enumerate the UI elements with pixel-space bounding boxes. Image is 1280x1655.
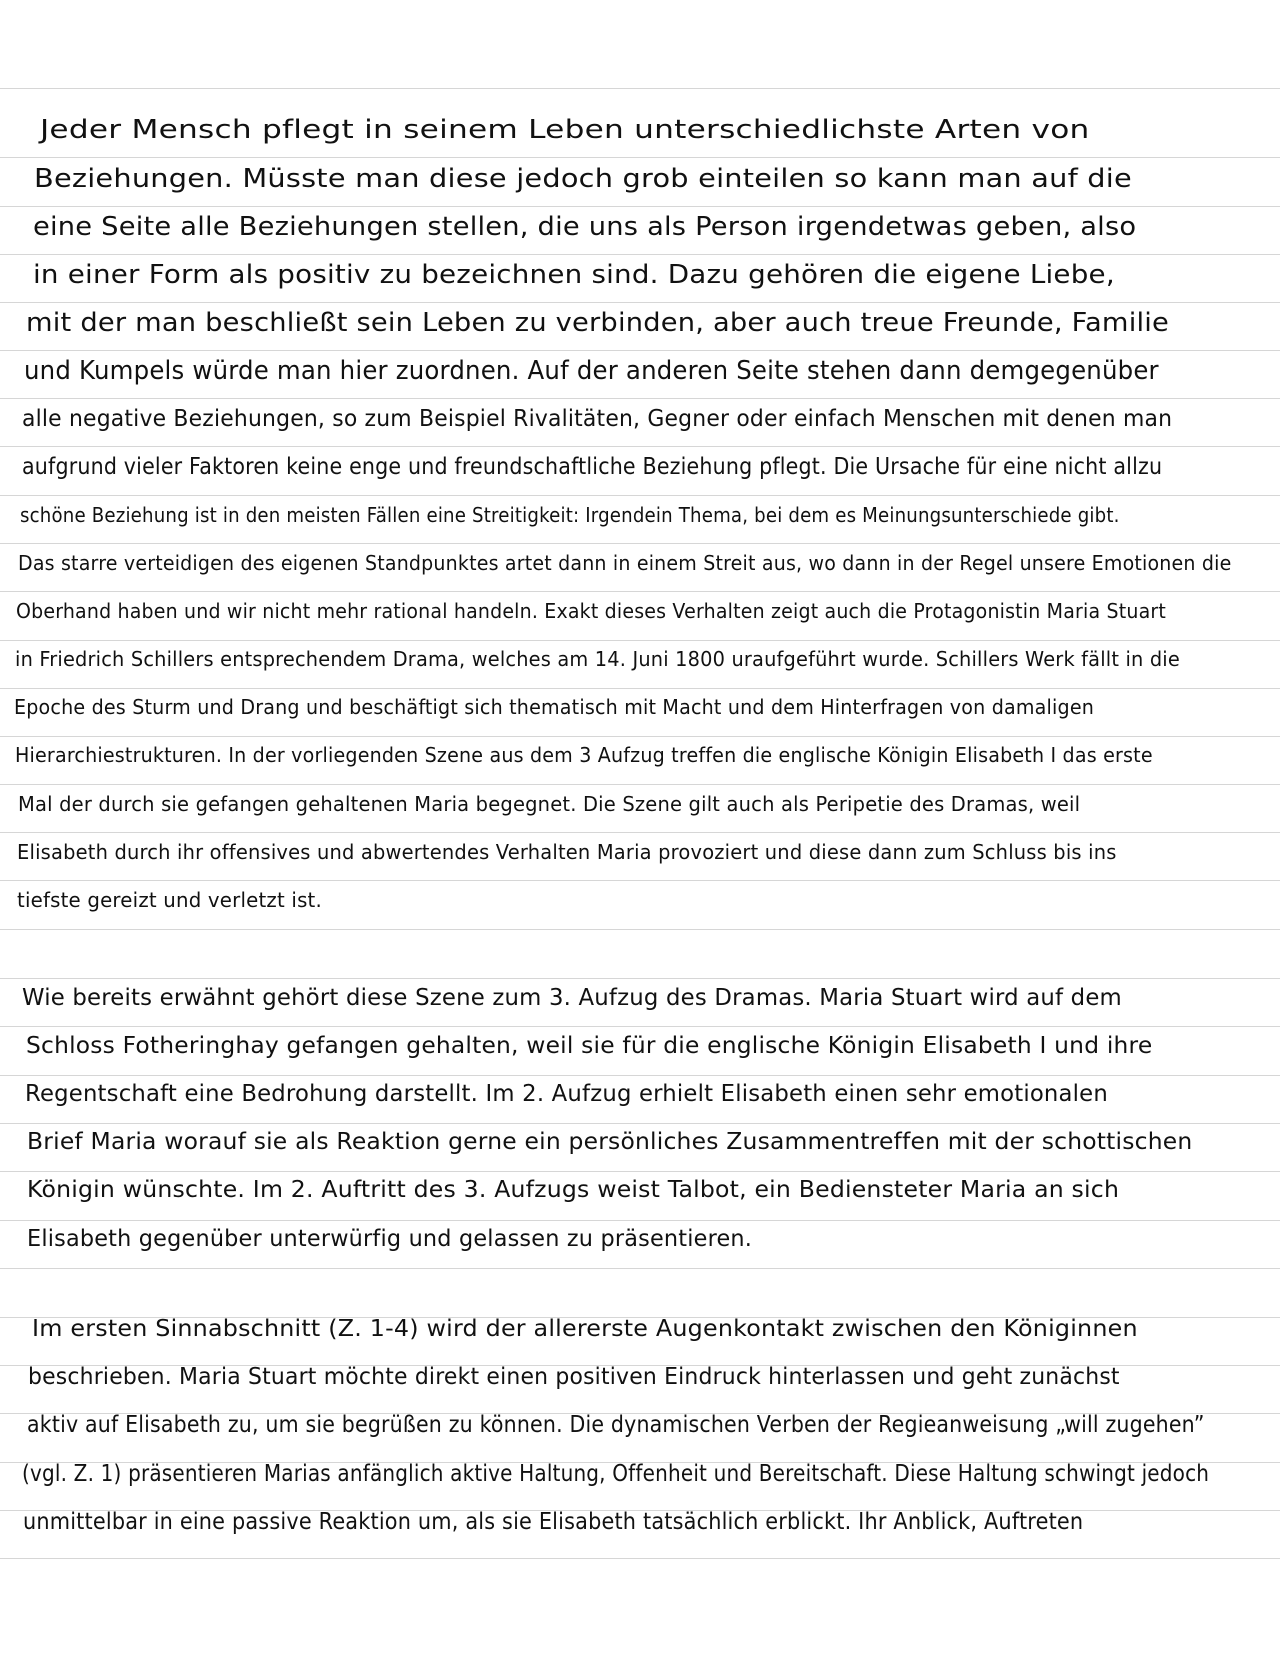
ruled-line [0, 1171, 1280, 1172]
text-line: Elisabeth durch ihr offensives und abwertendes Verhalten Maria provoziert und diese dann zum Schluss bis ins [17, 840, 1117, 864]
text-line: (vgl. Z. 1) präsentieren Marias anfänglich aktive Haltung, Offenheit und Bereitschaft. Diese Haltung schwingt jedoch [22, 1461, 1210, 1487]
text-line: in einer Form als positiv zu bezeichnen sind. Dazu gehören die eigene Liebe, [33, 260, 1115, 290]
text-line: Brief Maria worauf sie als Reaktion gerne ein persönliches Zusammentreffen mit der schottischen [27, 1129, 1193, 1155]
ruled-line [0, 495, 1280, 496]
text-line: Mal der durch sie gefangen gehaltenen Maria begegnet. Die Szene gilt auch als Peripetie des Dramas, weil [18, 792, 1081, 816]
ruled-line [0, 1026, 1280, 1027]
text-line: Königin wünschte. Im 2. Auftritt des 3. Aufzugs weist Talbot, ein Bediensteter Maria an sich [27, 1177, 1120, 1203]
ruled-line [0, 1268, 1280, 1269]
text-line: in Friedrich Schillers entsprechendem Drama, welches am 14. Juni 1800 uraufgeführt wurde. Schillers Werk fällt in die [15, 647, 1180, 671]
ruled-line [0, 736, 1280, 737]
ruled-line [0, 157, 1280, 158]
text-line: und Kumpels würde man hier zuordnen. Auf der anderen Seite stehen dann demgegenüber [24, 356, 1159, 386]
ruled-line [0, 88, 1280, 89]
text-line: Schloss Fotheringhay gefangen gehalten, weil sie für die englische Königin Elisabeth I und ihre [26, 1033, 1153, 1059]
ruled-line [0, 446, 1280, 447]
ruled-line [0, 1075, 1280, 1076]
ruled-line [0, 688, 1280, 689]
ruled-line [0, 784, 1280, 785]
text-line: alle negative Beziehungen, so zum Beispiel Rivalitäten, Gegner oder einfach Menschen mit denen man [22, 406, 1173, 432]
text-line: Wie bereits erwähnt gehört diese Szene zum 3. Aufzug des Dramas. Maria Stuart wird auf dem [22, 985, 1122, 1011]
ruled-line [0, 591, 1280, 592]
ruled-line [0, 1558, 1280, 1559]
ruled-line [0, 832, 1280, 833]
text-line: Das starre verteidigen des eigenen Standpunktes artet dann in einem Streit aus, wo dann in der Regel unsere Emotionen die [18, 551, 1232, 575]
text-line: Oberhand haben und wir nicht mehr rational handeln. Exakt dieses Verhalten zeigt auch die Protagonistin Maria Stuart [16, 599, 1167, 623]
ruled-line [0, 929, 1280, 930]
text-line: Beziehungen. Müsste man diese jedoch grob einteilen so kann man auf die [34, 164, 1132, 194]
ruled-line [0, 640, 1280, 641]
text-line: Regentschaft eine Bedrohung darstellt. Im 2. Aufzug erhielt Elisabeth einen sehr emotionalen [25, 1081, 1108, 1107]
ruled-line [0, 543, 1280, 544]
ruled-line [0, 1220, 1280, 1221]
ruled-line [0, 254, 1280, 255]
ruled-line [0, 978, 1280, 979]
text-line: Elisabeth gegenüber unterwürfig und gelassen zu präsentieren. [27, 1226, 753, 1252]
text-line: tiefste gereizt und verletzt ist. [17, 888, 322, 912]
text-line: schöne Beziehung ist in den meisten Fällen eine Streitigkeit: Irgendein Thema, bei dem es Meinungsunterschiede gibt. [20, 503, 1120, 527]
ruled-line [0, 1123, 1280, 1124]
text-line: unmittelbar in eine passive Reaktion um, als sie Elisabeth tatsächlich erblickt. Ihr Anblick, Auftreten [23, 1509, 1084, 1535]
ruled-line [0, 302, 1280, 303]
text-line: aktiv auf Elisabeth zu, um sie begrüßen zu können. Die dynamischen Verben der Regieanweisung „will zugehen” [27, 1412, 1205, 1438]
ruled-line [0, 206, 1280, 207]
text-line: Jeder Mensch pflegt in seinem Leben unterschiedlichste Arten von [40, 115, 1090, 145]
ruled-line [0, 880, 1280, 881]
text-line: beschrieben. Maria Stuart möchte direkt einen positiven Eindruck hinterlassen und geht zunächst [28, 1364, 1120, 1390]
ruled-line [0, 398, 1280, 399]
ruled-line [0, 350, 1280, 351]
text-line: aufgrund vieler Faktoren keine enge und freundschaftliche Beziehung pflegt. Die Ursache für eine nicht allzu [22, 454, 1163, 480]
text-line: Hierarchiestrukturen. In der vorliegenden Szene aus dem 3 Aufzug treffen die englische Königin Elisabeth I das erste [15, 743, 1153, 767]
text-line: mit der man beschließt sein Leben zu verbinden, aber auch treue Freunde, Familie [26, 308, 1170, 338]
text-line: eine Seite alle Beziehungen stellen, die uns als Person irgendetwas geben, also [33, 212, 1137, 242]
text-line: Epoche des Sturm und Drang und beschäftigt sich thematisch mit Macht und dem Hinterfragen von damaligen [14, 695, 1095, 719]
text-line: Im ersten Sinnabschnitt (Z. 1-4) wird der allererste Augenkontakt zwischen den Königinnen [32, 1316, 1138, 1342]
